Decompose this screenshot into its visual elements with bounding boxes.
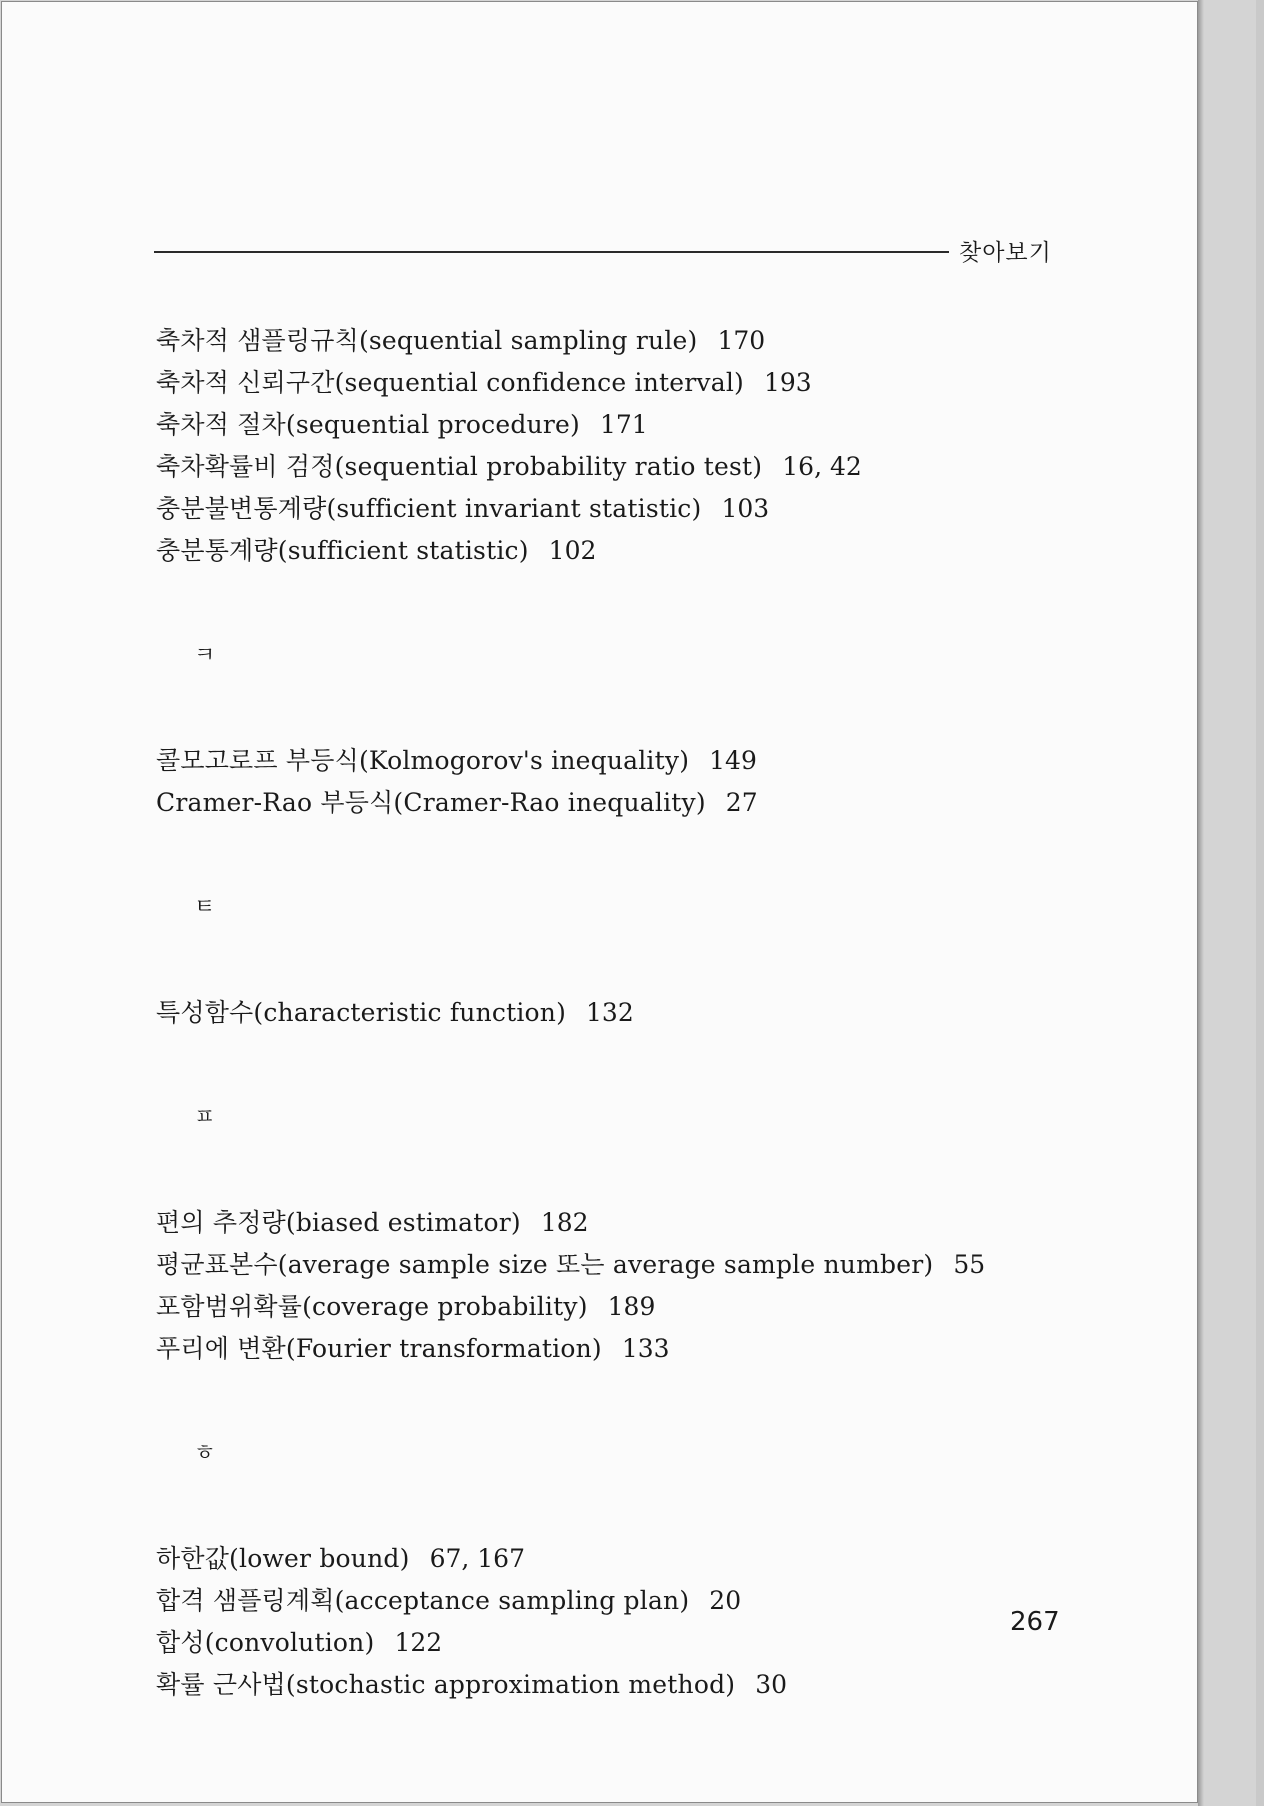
index-page [1,1,1198,1803]
index-section-hieuh [156,1370,1056,1706]
index-entry [156,1202,1056,1244]
entry-pages: 27 [725,788,758,817]
entry-pages: 16, 42 [782,452,862,481]
index-entry [156,782,1056,824]
index-section-kieuk [156,572,1056,824]
entry-pages: 103 [721,494,770,523]
entry-term: 축차적 신뢰구간(sequential confidence interval) [156,368,744,397]
index-entry [156,320,1056,362]
index-entry [156,1286,1056,1328]
entry-term: 합성(convolution) [156,1628,375,1657]
running-header [154,234,1054,270]
entry-pages: 122 [394,1628,443,1657]
entry-term: 축차적 절차(sequential procedure) [156,410,580,439]
entry-term: 편의 추정량(biased estimator) [156,1208,521,1237]
entry-pages: 189 [607,1292,656,1321]
index-entry [156,1664,1056,1706]
index-section-continued [156,320,1056,572]
entry-term: 하한값(lower bound) [156,1544,410,1573]
entry-term: 합격 샘플링계획(acceptance sampling plan) [156,1586,690,1615]
index-entry [156,362,1056,404]
entry-pages: 20 [709,1586,742,1615]
section-letter: ㅍ [194,1105,216,1130]
entry-term: 포함범위확률(coverage probability) [156,1292,588,1321]
index-entry [156,1580,1056,1622]
index-entry [156,530,1056,572]
entry-pages: 170 [717,326,766,355]
entry-term: 충분불변통계량(sufficient invariant statistic) [156,494,702,523]
page-shadow [1198,0,1204,1806]
entry-pages: 67, 167 [429,1544,525,1573]
index-entry [156,992,1056,1034]
entry-pages: 132 [586,998,634,1027]
viewer-scroll-edge[interactable] [1256,0,1264,1806]
index-entries [156,320,1056,1706]
index-entry [156,488,1056,530]
index-entry [156,1622,1056,1664]
page-number: 267 [1010,1607,1060,1637]
header-rule [154,251,949,253]
index-section-tieut [156,824,1056,1034]
entry-term: 축차적 샘플링규칙(sequential sampling rule) [156,326,698,355]
index-entry [156,446,1056,488]
entry-term: 푸리에 변환(Fourier transformation) [156,1334,602,1363]
entry-term: 충분통계량(sufficient statistic) [156,536,529,565]
section-letter: ㅎ [194,1441,216,1466]
header-title: 찾아보기 [959,240,1052,266]
index-entry [156,404,1056,446]
entry-pages: 55 [953,1250,986,1279]
entry-pages: 149 [709,746,757,775]
index-section-pieup [156,1034,1056,1370]
entry-term: 확률 근사법(stochastic approximation method) [156,1670,736,1699]
entry-pages: 133 [621,1334,670,1363]
index-entry [156,1328,1056,1370]
entry-pages: 102 [548,536,597,565]
entry-pages: 182 [540,1208,589,1237]
index-entry [156,1244,1056,1286]
entry-pages: 171 [599,410,648,439]
entry-term: 평균표본수(average sample size 또는 average sample number) [156,1250,934,1279]
entry-pages: 193 [763,368,812,397]
entry-term: 콜모고로프 부등식(Kolmogorov's inequality) [156,746,690,775]
entry-term: Cramer-Rao 부등식(Cramer-Rao inequality) [156,788,706,817]
index-entry [156,740,1056,782]
entry-term: 축차확률비 검정(sequential probability ratio test) [156,452,763,481]
section-letter: ㅋ [194,643,216,668]
entry-pages: 30 [755,1670,788,1699]
section-letter: ㅌ [194,895,216,920]
entry-term: 특성함수(characteristic function) [156,998,567,1027]
index-entry [156,1538,1056,1580]
